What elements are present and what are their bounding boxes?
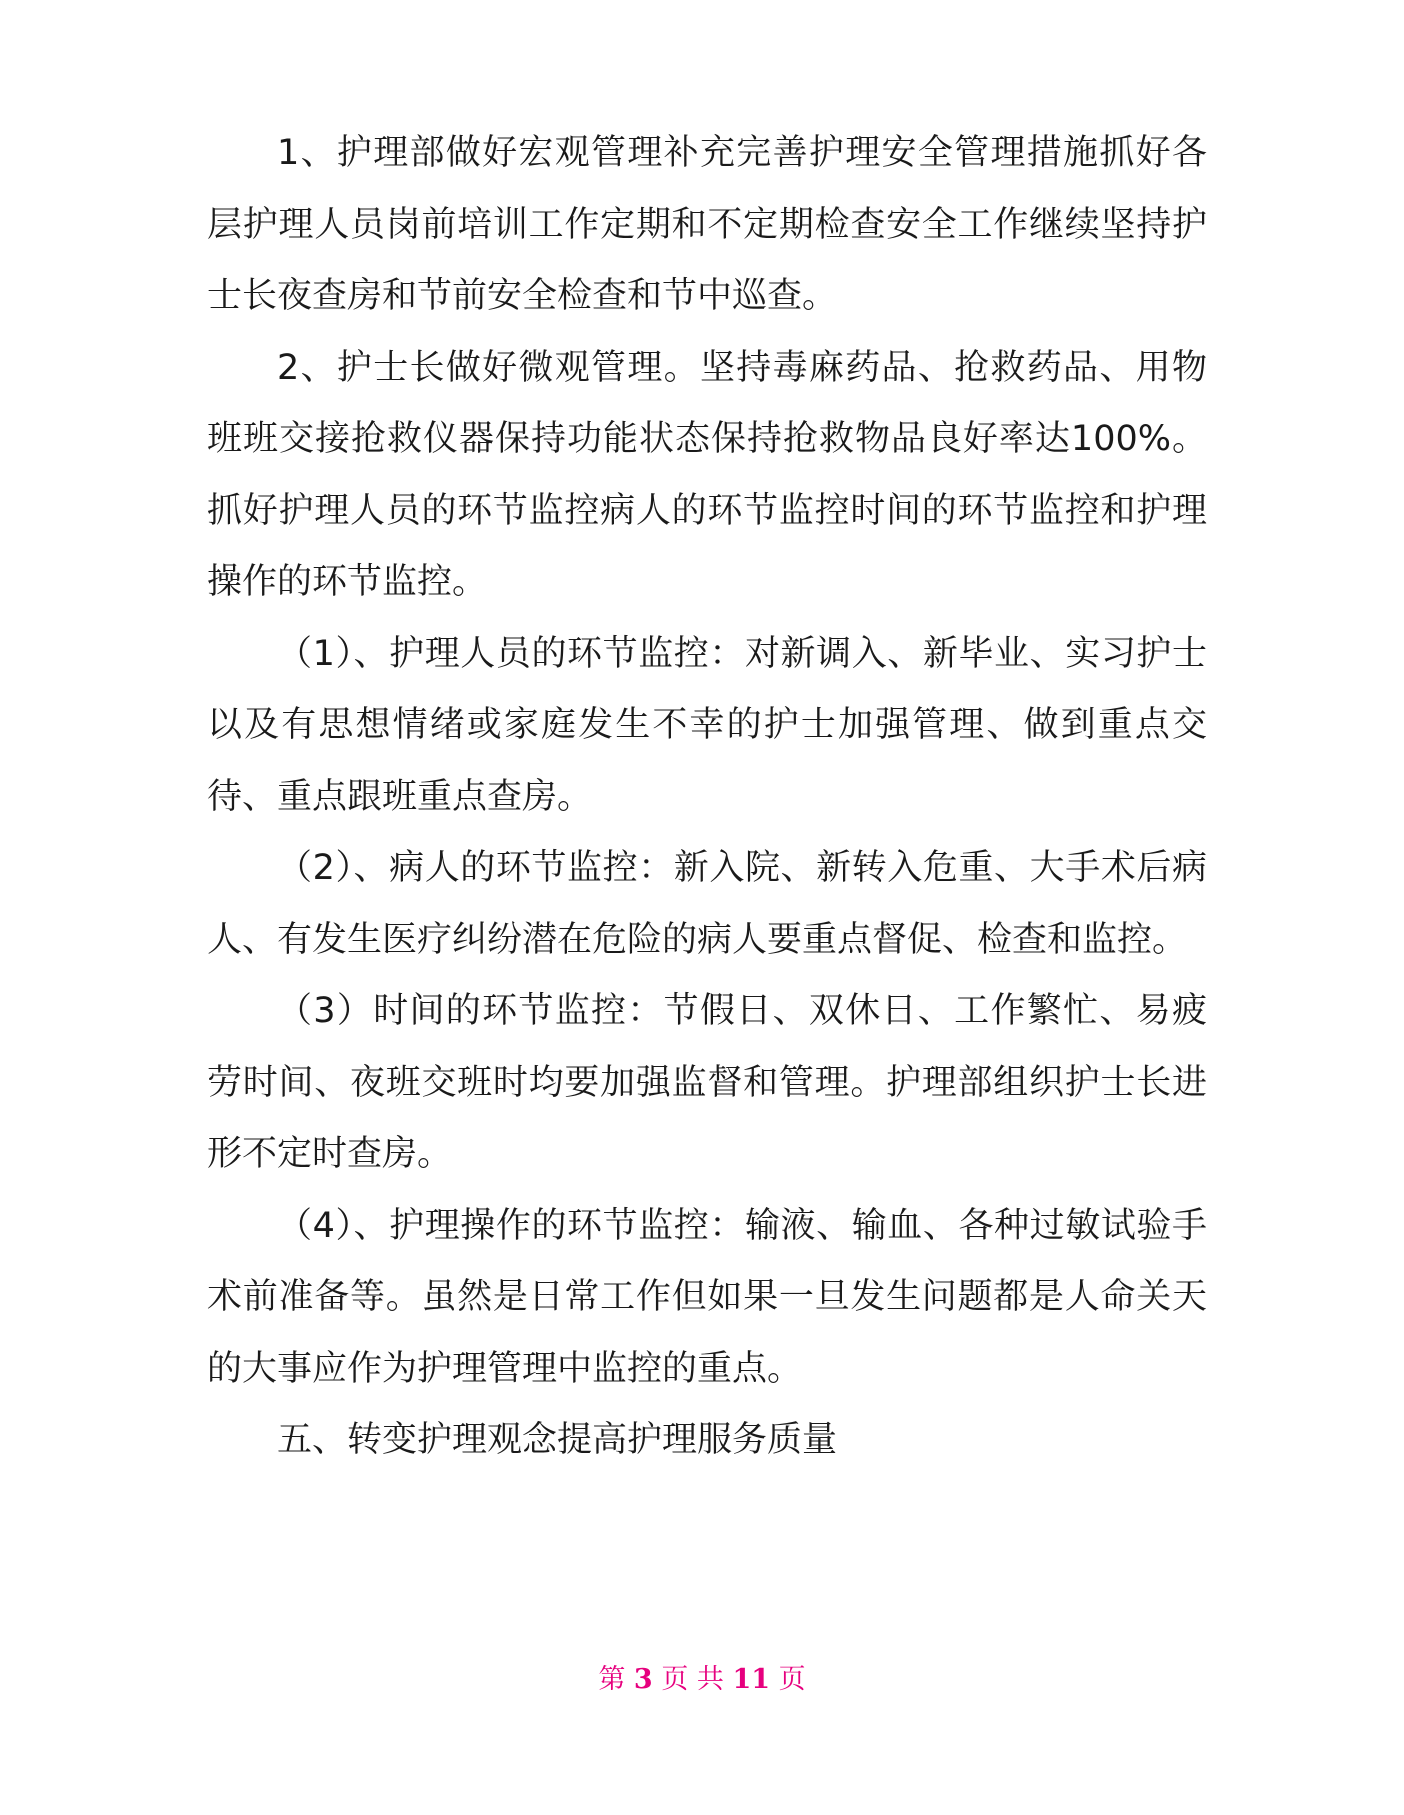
- page-footer: [0, 1662, 1404, 1698]
- paragraph-2: 2、护士长做好微观管理。坚持毒麻药品、抢救药品、用物班班交接抢救仪器保持功能状态保持抢救物品良好率达100%。抓好护理人员的环节监控病人的环节监控时间的环节监控和护理操作的环节监控。: [207, 347, 1207, 602]
- footer-middle: 页 共: [661, 1664, 724, 1695]
- section-heading: 五、转变护理观念提高护理服务质量: [277, 1420, 838, 1460]
- paragraph-item-3: （3）时间的环节监控：节假日、双休日、工作繁忙、易疲劳时间、夜班交班时均要加强监督和管理。护理部组织护士长进形不定时查房。: [207, 991, 1207, 1174]
- paragraph-item-2: （2）、病人的环节监控：新入院、新转入危重、大手术后病人、有发生医疗纠纷潜在危险的病人要重点督促、检查和监控。: [207, 848, 1207, 960]
- paragraph-1: 1、护理部做好宏观管理补充完善护理安全管理措施抓好各层护理人员岗前培训工作定期和不定期检查安全工作继续坚持护士长夜查房和节前安全检查和节中巡查。: [207, 133, 1207, 316]
- footer-suffix: 页: [778, 1664, 806, 1695]
- document-body: [207, 118, 1207, 1477]
- footer-total-pages: 11: [732, 1664, 771, 1695]
- paragraph-item-1: （1）、护理人员的环节监控：对新调入、新毕业、实习护士以及有思想情绪或家庭发生不幸的护士加强管理、做到重点交待、重点跟班重点查房。: [207, 633, 1207, 817]
- paragraph-item-4: （4）、护理操作的环节监控：输液、输血、各种过敏试验手术前准备等。虽然是日常工作但如果一旦发生问题都是人命关天的大事应作为护理管理中监控的重点。: [207, 1205, 1207, 1389]
- footer-prefix: 第: [598, 1664, 626, 1695]
- footer-current-page: 3: [633, 1664, 653, 1695]
